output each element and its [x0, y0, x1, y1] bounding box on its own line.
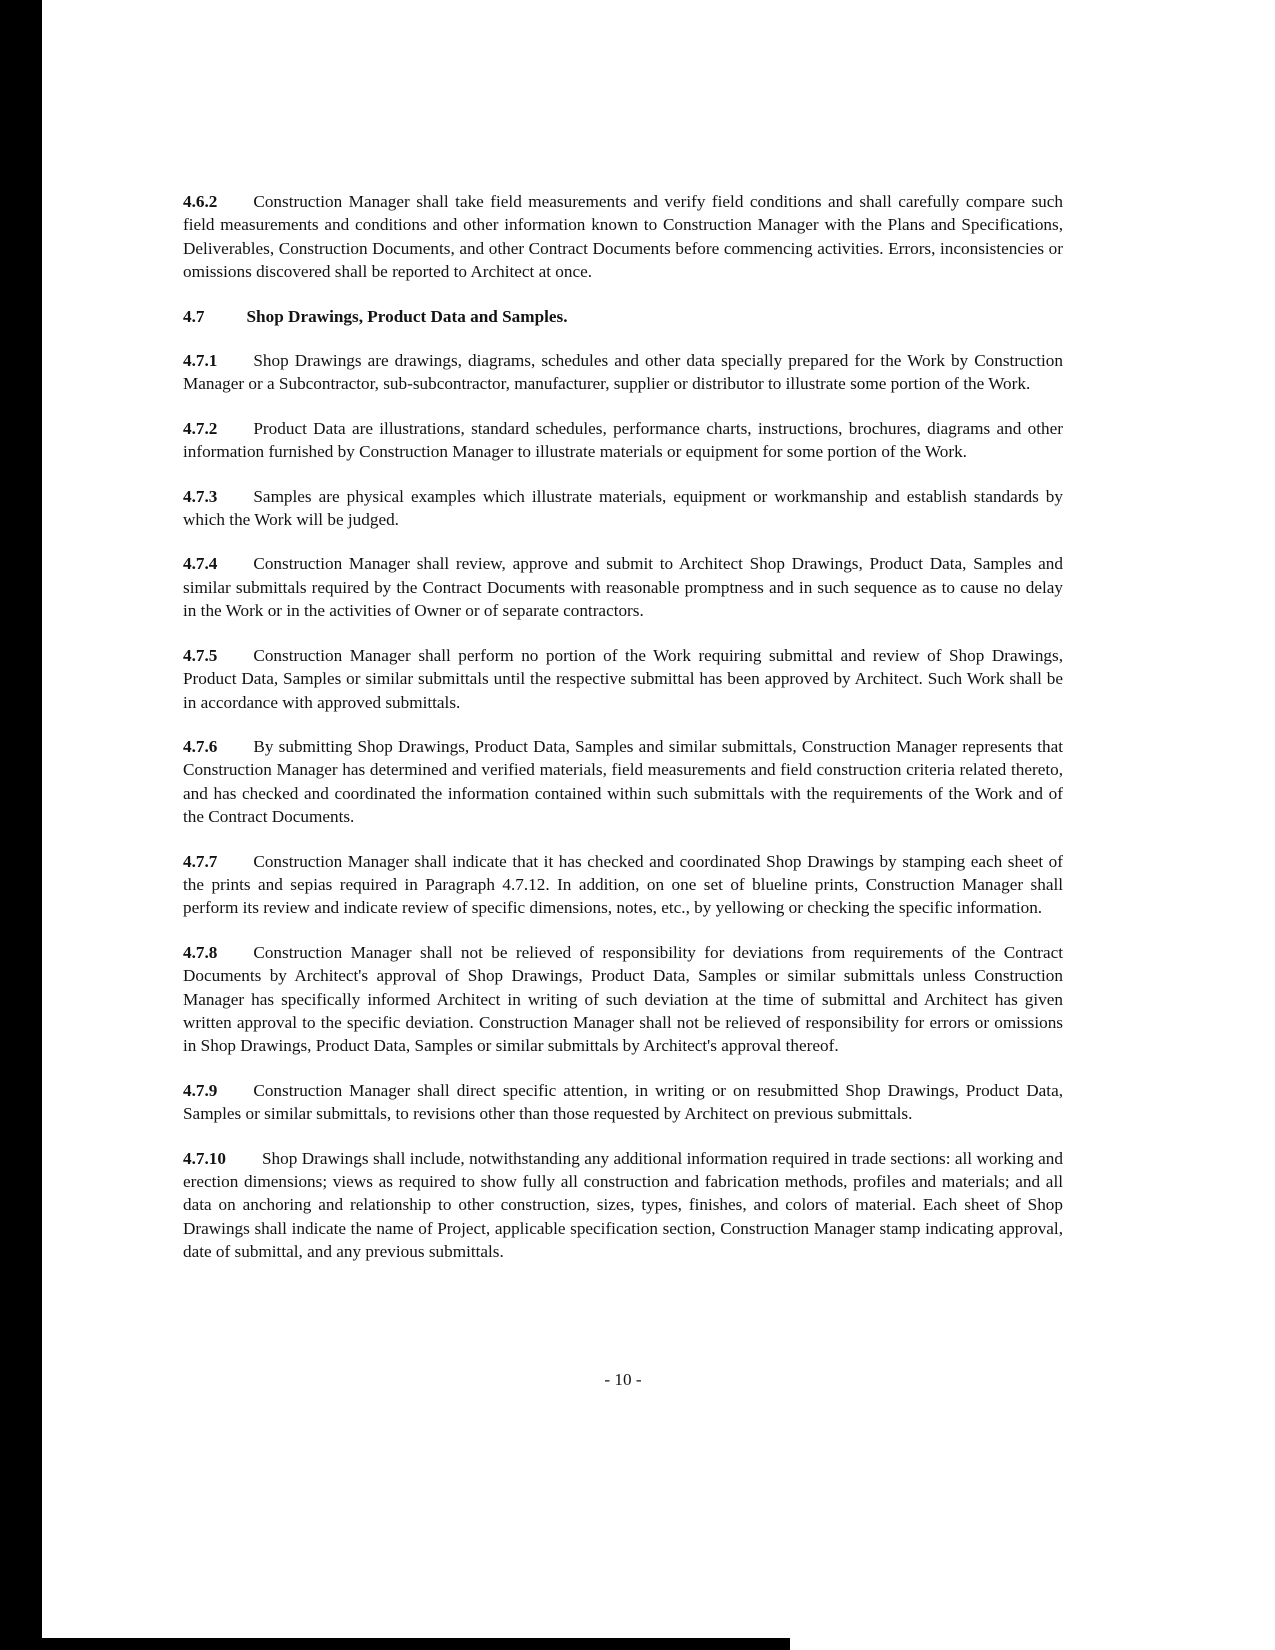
paragraph	[183, 349, 1063, 396]
paragraph-number: 4.7.6	[183, 736, 218, 756]
paragraph-number: 4.7.4	[183, 554, 218, 574]
paragraph-text: Construction Manager shall indicate that it has checked and coordinated Shop Drawings by stamping each sheet of the prints and sepias required in Paragraph 4.7.12. In addition, on one set of blueline prints, Construction Manager shall perform its review and indicate review of specific dimensions, notes, etc., by yellowing or checking the specific information.	[183, 851, 1063, 918]
paragraph-number: 4.7.7	[183, 851, 218, 871]
paragraph-number: 4.7.1	[183, 351, 218, 371]
paragraph	[183, 735, 1063, 829]
paragraph-number: 4.7.3	[183, 486, 218, 506]
paragraph-text: By submitting Shop Drawings, Product Data, Samples and similar submittals, Construction Manager represents that Construction Manager has determined and verified materials, field measurements and field construction criteria related thereto, and has checked and coordinated the information contained within such submittals with the requirements of the Work and of the Contract Documents.	[183, 736, 1063, 827]
paragraph-text: Construction Manager shall not be relieved of responsibility for deviations from requirements of the Contract Documents by Architect's approval of Shop Drawings, Product Data, Samples or similar submittals unless Construction Manager has specifically informed Architect in writing of such deviation at the time of submittal and Architect has given written approval to the specific deviation. Construction Manager shall not be relieved of responsibility for errors or omissions in Shop Drawings, Product Data, Samples or similar submittals by Architect's approval thereof.	[183, 942, 1063, 1056]
paragraph-number: 4.7.2	[183, 418, 218, 438]
paragraph-text: Construction Manager shall take field measurements and verify field conditions and shall carefully compare such field measurements and conditions and other information known to Construction Manager with the Plans and Specifications, Deliverables, Construction Documents, and other Contract Documents before commencing activities. Errors, inconsistencies or omissions discovered shall be reported to Architect at once.	[183, 192, 1063, 282]
paragraph	[183, 417, 1063, 464]
paragraph-number: 4.7.10	[183, 1148, 226, 1168]
paragraph-text: Construction Manager shall perform no portion of the Work requiring submittal and review of Shop Drawings, Product Data, Samples or similar submittals until the respective submittal has been approved by Architect. Such Work shall be in accordance with approved submittals.	[183, 645, 1063, 712]
paragraph-text: Shop Drawings are drawings, diagrams, schedules and other data specially prepared for the Work by Construction Manager or a Subcontractor, sub-subcontractor, manufacturer, supplier or distributor to illustrate some portion of the Work.	[183, 351, 1063, 394]
paragraph-text: Product Data are illustrations, standard schedules, performance charts, instructions, brochures, diagrams and other information furnished by Construction Manager to illustrate materials or equipment for some portion of the Work.	[183, 418, 1063, 462]
paragraph-text: Construction Manager shall review, approve and submit to Architect Shop Drawings, Product Data, Samples and similar submittals required by the Contract Documents with reasonable promptness and in such sequence as to cause no delay in the Work or in the activities of Owner or of separate contractors.	[183, 554, 1063, 621]
paragraph	[183, 1147, 1063, 1264]
paragraph	[183, 941, 1063, 1058]
paragraph-text: Construction Manager shall direct specific attention, in writing or on resubmitted Shop Drawings, Product Data, Samples or similar submittals, to revisions other than those requested by Architect on previous submittals.	[183, 1080, 1063, 1124]
paragraph	[183, 190, 1063, 284]
paragraph	[183, 1079, 1063, 1126]
scan-artifact-left-bar	[0, 0, 42, 1650]
paragraph	[183, 644, 1063, 714]
paragraph	[183, 552, 1063, 622]
paragraph-text: Shop Drawings shall include, notwithstanding any additional information required in trade sections: all working and erection dimensions; views as required to show fully all construction and fabrication methods, profiles and materials; and all data on anchoring and relationship to other construction, sizes, types, finishes, and colors of material. Each sheet of Shop Drawings shall indicate the name of Project, applicable specification section, Construction Manager stamp indicating approval, date of submittal, and any previous submittals.	[183, 1148, 1063, 1262]
paragraph-text: Samples are physical examples which illustrate materials, equipment or workmanship and establish standards by which the Work will be judged.	[183, 486, 1063, 530]
paragraph-number: 4.6.2	[183, 192, 218, 211]
page-number: - 10 -	[604, 1370, 642, 1389]
section-heading	[183, 305, 1063, 328]
scan-artifact-bottom-bar	[0, 1638, 790, 1650]
paragraph-number: 4.7.5	[183, 645, 218, 665]
paragraph-text: Shop Drawings, Product Data and Samples.	[246, 306, 568, 326]
paragraph	[183, 850, 1063, 920]
paragraph-number: 4.7	[183, 306, 205, 326]
paragraph-number: 4.7.8	[183, 942, 218, 962]
document-body	[183, 190, 1063, 1264]
paragraph-number: 4.7.9	[183, 1080, 218, 1100]
paragraph	[183, 485, 1063, 532]
